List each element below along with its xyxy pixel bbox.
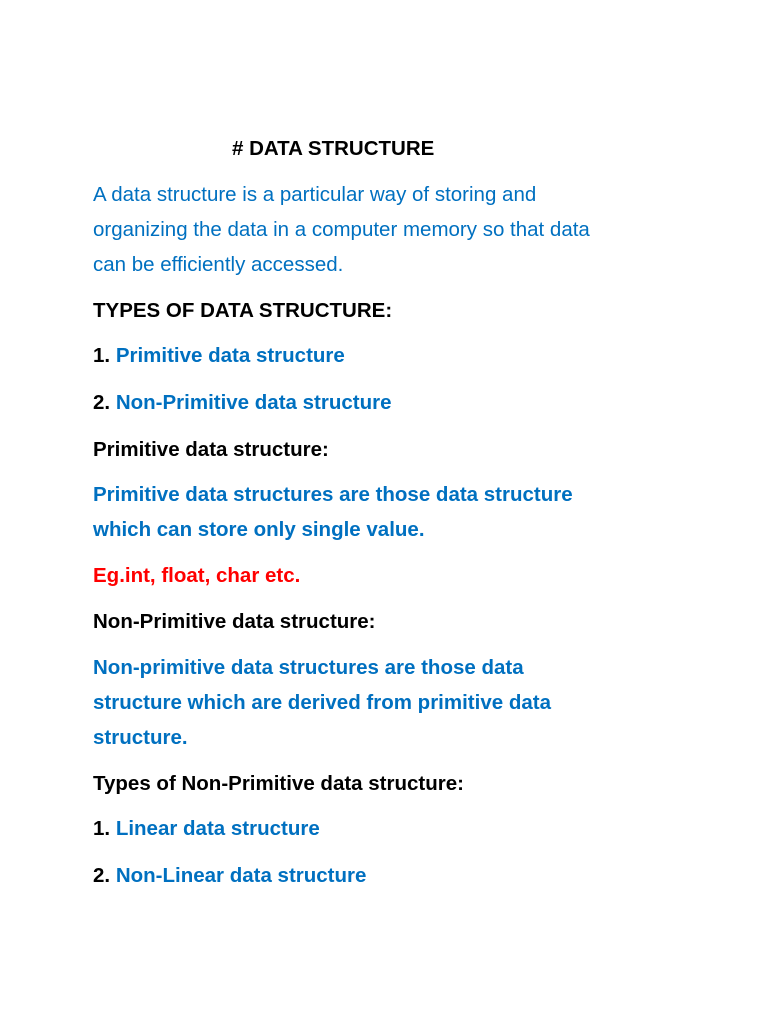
nonprimitive-types-heading: Types of Non-Primitive data structure: bbox=[93, 772, 464, 795]
list-label: Linear data structure bbox=[115, 817, 320, 840]
types-heading: TYPES OF DATA STRUCTURE: bbox=[93, 299, 393, 322]
intro-line-1: A data structure is a particular way of storing and bbox=[93, 183, 537, 206]
primitive-desc-line-2: which can store only single value. bbox=[93, 518, 425, 541]
primitive-desc-line-1: Primitive data structures are those data structure bbox=[93, 483, 573, 506]
nonprimitive-heading: Non-Primitive data structure: bbox=[93, 610, 376, 633]
list-number: 1. bbox=[93, 817, 111, 840]
primitive-heading: Primitive data structure: bbox=[93, 438, 329, 461]
list-label: Primitive data structure bbox=[115, 344, 345, 367]
intro-line-3: can be efficiently accessed. bbox=[93, 253, 344, 276]
document-title: # DATA STRUCTURE bbox=[232, 137, 435, 160]
nonprimitive-desc-line-1: Non-primitive data structures are those data bbox=[93, 656, 524, 679]
types-list-item bbox=[93, 344, 345, 368]
primitive-example: Eg.int, float, char etc. bbox=[93, 564, 301, 587]
list-number: 1. bbox=[93, 344, 111, 367]
nonprimitive-types-list-item bbox=[93, 864, 366, 888]
nonprimitive-desc-line-3: structure. bbox=[93, 726, 188, 749]
list-number: 2. bbox=[93, 391, 111, 414]
list-label: Non-Primitive data structure bbox=[115, 391, 392, 414]
list-label: Non-Linear data structure bbox=[115, 864, 367, 887]
list-number: 2. bbox=[93, 864, 111, 887]
nonprimitive-types-list-item bbox=[93, 817, 320, 841]
intro-line-2: organizing the data in a computer memory so that data bbox=[93, 218, 590, 241]
nonprimitive-desc-line-2: structure which are derived from primitive data bbox=[93, 691, 551, 714]
types-list-item bbox=[93, 391, 391, 415]
